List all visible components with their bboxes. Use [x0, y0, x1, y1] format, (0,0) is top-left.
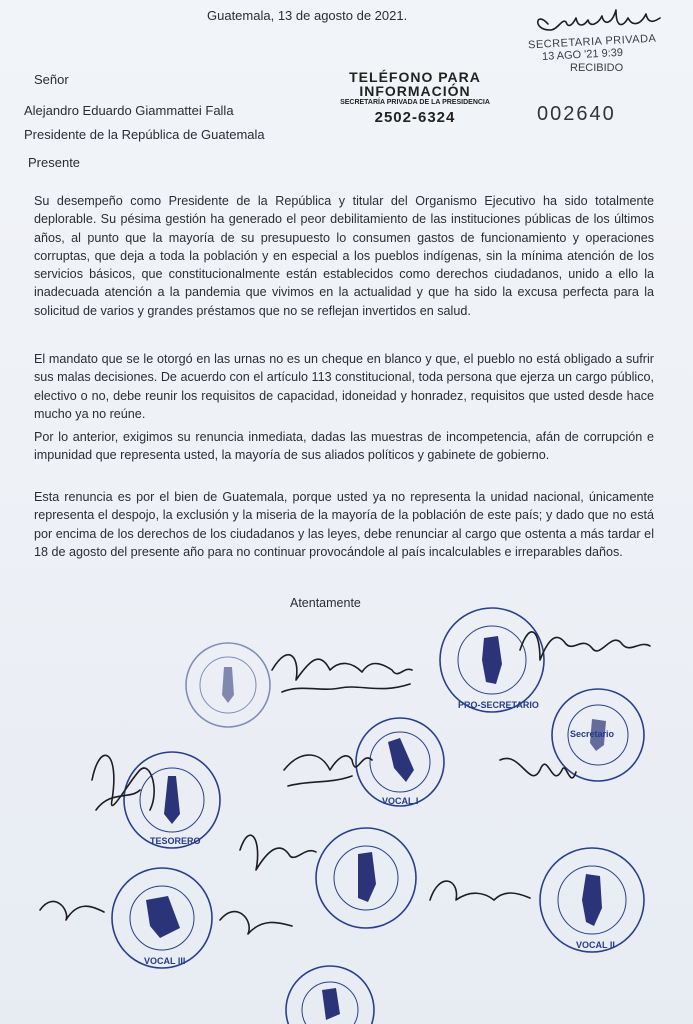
seal-vocal-i — [356, 718, 444, 806]
paragraph-1: Su desempeño como Presidente de la República y titular del Organismo Ejecutivo ha sido totalmente deplorable. Su pésima gestión ha generado el peor debilitamiento de las instituciones públicas de los últimos años, al punto que la mayoría de su presupuesto lo consumen gastos de funcionamiento y operaciones corruptas, que deja a toda la población y en especial a los pueblos indígenas, sin la mínima atención de los servicios básicos, que constitucionalmente están establecidos como derechos ciudadanos, unido a ello la inadecuada atención a la pandemia que vivimos en la actualidad y que ha sido la excusa perfecta para la solicitud de varios y grandes préstamos que no se reflejan invertidos en salud. — [34, 194, 654, 318]
received-stamp — [527, 32, 657, 74]
letter-date: Guatemala, 13 de agosto de 2021. — [207, 8, 408, 23]
signature-6 — [240, 835, 316, 870]
seal-secretario — [552, 689, 644, 781]
closing-atentamente: Atentamente — [290, 596, 361, 610]
addressee-presente: Presente — [28, 155, 81, 170]
signature-7 — [430, 881, 530, 900]
phone-info-stamp — [335, 70, 495, 126]
folio-number: 002640 — [537, 103, 616, 125]
signature-9 — [220, 912, 292, 934]
phone-stamp-number: 2502-6324 — [374, 109, 456, 126]
seal-secretario-faint — [186, 643, 270, 727]
signature-4 — [284, 755, 372, 786]
received-status: RECIBIDO — [570, 62, 624, 74]
svg-text:VOCAL I: VOCAL I — [382, 796, 419, 806]
seal-pro-secretario — [440, 608, 544, 712]
phone-stamp-line1: TELÉFONO PARA — [349, 69, 481, 85]
paragraph-3: Por lo anterior, exigimos su renuncia inmediata, dadas las muestras de incompetencia, afán de corrupción e impunidad que representa usted, la mayoría de sus aliados políticos y gabinete de gobierno. — [34, 430, 654, 463]
phone-stamp-line3: SECRETARÍA PRIVADA DE LA PRESIDENCIA — [340, 99, 490, 106]
signature-1 — [272, 655, 412, 692]
paragraph-4: Esta renuncia es por el bien de Guatemala, porque usted ya no representa la unidad nacional, únicamente representa el despojo, la exclusión y la miseria de la mayoría de la población de este país; y dado que no está por encima de los derechos de los ciudadanos y las leyes, debe renunciar al cargo que ostenta a más tardar el 18 de agosto del presente año para no continuar provocándole al país incalculables e irreparables daños. — [34, 490, 654, 559]
signature-2 — [520, 632, 650, 660]
seal-vocal-iv — [286, 966, 374, 1024]
svg-text:Secretario: Secretario — [570, 729, 615, 739]
svg-text:VOCAL III: VOCAL III — [144, 956, 186, 966]
seal-tesorero — [124, 752, 220, 848]
svg-text:PRO-SECRETARIO: PRO-SECRETARIO — [458, 700, 539, 710]
salutation: Señor — [34, 72, 69, 87]
seal-vocal-iii — [112, 868, 212, 968]
signature-8 — [40, 901, 104, 920]
addressee-title: Presidente de la República de Guatemala — [24, 127, 265, 142]
seal-prosecretario — [316, 828, 416, 928]
seal-vocal-ii — [540, 848, 644, 952]
signatures-and-seals — [0, 600, 693, 1024]
addressee-name: Alejandro Eduardo Giammattei Falla — [24, 103, 234, 118]
svg-text:TESORERO: TESORERO — [150, 836, 201, 846]
svg-text:VOCAL II: VOCAL II — [576, 940, 615, 950]
phone-stamp-line2: INFORMACIÓN — [359, 83, 471, 99]
paragraph-2: El mandato que se le otorgó en las urnas no es un cheque en blanco y que, el pueblo no está obligado a sufrir sus malas decisiones. De acuerdo con el artículo 113 constitucional, toda persona que ejerza un cargo público, electivo o no, debe reunir los requisitos de capacidad, idoneidad y honradez, requisitos que usted desde hace mucho ya no reúne. — [34, 352, 654, 421]
seals-svg — [0, 600, 693, 1024]
signature-5 — [500, 758, 576, 778]
received-office: SECRETARIA PRIVADA — [527, 32, 657, 52]
received-datetime: 13 AGO '21 9:39 — [541, 46, 624, 63]
